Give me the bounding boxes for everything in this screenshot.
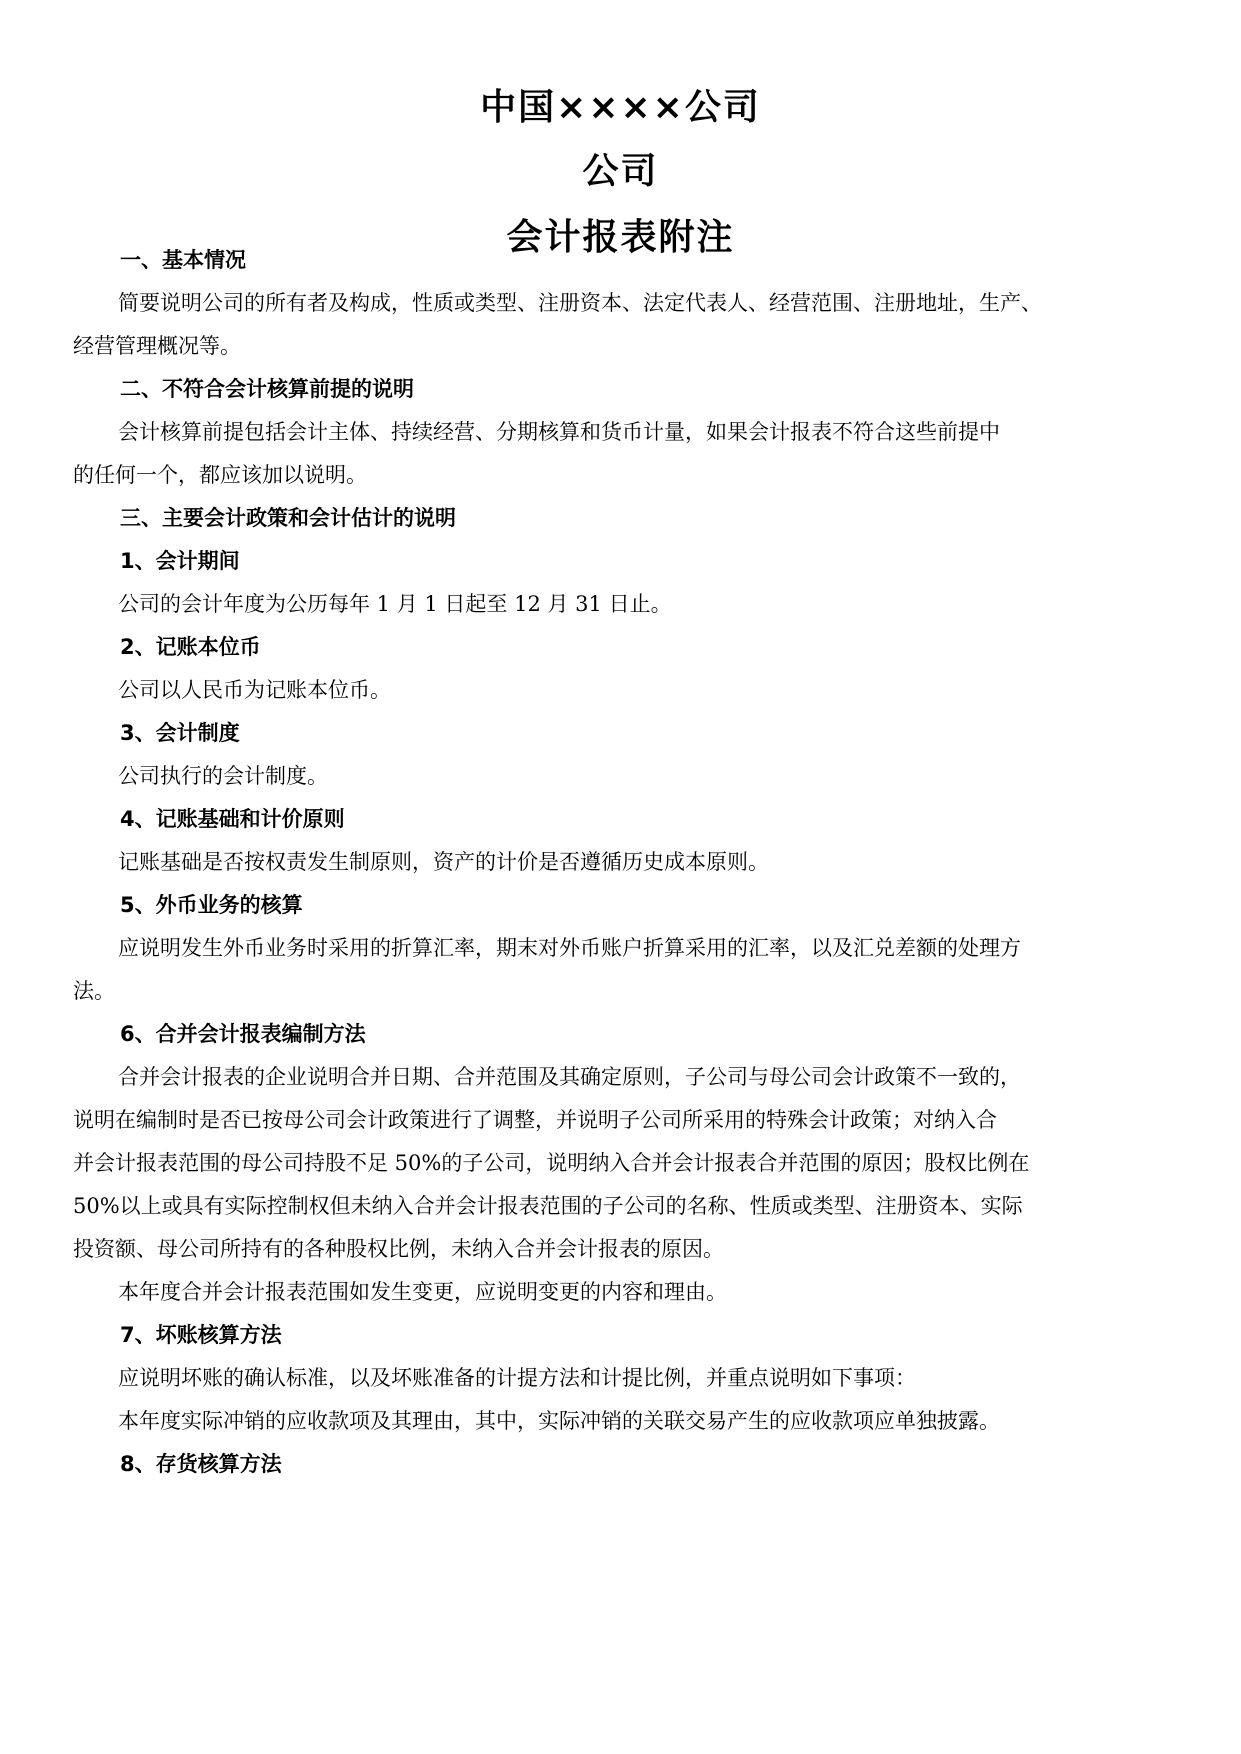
subsection-heading-consolidation: 6、合并会计报表编制方法 <box>120 1022 366 1046</box>
paragraph-line: 记账基础是否按权责发生制原则，资产的计价是否遵循历史成本原则。 <box>118 850 769 874</box>
document-title: 会计报表附注 <box>506 217 735 258</box>
paragraph-line: 经营管理概况等。 <box>73 334 241 358</box>
subsection-heading-bad-debt: 7、坏账核算方法 <box>120 1323 282 1347</box>
paragraph-line: 合并会计报表的企业说明合并日期、合并范围及其确定原则，子公司与母公司会计政策不一致的， <box>118 1065 1021 1089</box>
section-heading-premises: 二、不符合会计核算前提的说明 <box>120 377 414 401</box>
section-heading-basic-info: 一、基本情况 <box>120 248 246 272</box>
paragraph-line: 应说明坏账的确认标准，以及坏账准备的计提方法和计提比例，并重点说明如下事项： <box>118 1366 916 1390</box>
paragraph-line: 会计核算前提包括会计主体、持续经营、分期核算和货币计量，如果会计报表不符合这些前提中 <box>118 420 1000 444</box>
subsection-heading-foreign-currency: 5、外币业务的核算 <box>120 893 303 917</box>
subsection-heading-inventory: 8、存货核算方法 <box>120 1452 282 1476</box>
paragraph-line: 投资额、母公司所持有的各种股权比例，未纳入合并会计报表的原因。 <box>73 1237 724 1261</box>
paragraph-line: 本年度合并会计报表范围如发生变更，应说明变更的内容和理由。 <box>118 1280 727 1304</box>
paragraph-line: 的任何一个，都应该加以说明。 <box>73 463 367 487</box>
paragraph-line: 50%以上或具有实际控制权但未纳入合并会计报表范围的子公司的名称、性质或类型、注册资本、实际 <box>73 1194 1023 1218</box>
company-title: 中国××××公司 <box>480 87 761 128</box>
paragraph-line: 简要说明公司的所有者及构成，性质或类型、注册资本、法定代表人、经营范围、注册地址，生产、 <box>118 291 1042 315</box>
subsection-heading-currency: 2、记账本位币 <box>120 635 261 659</box>
paragraph-line: 说明在编制时是否已按母公司会计政策进行了调整，并说明子公司所采用的特殊会计政策；对纳入合 <box>73 1108 997 1132</box>
subsection-heading-period: 1、会计期间 <box>120 549 240 573</box>
paragraph-line: 并会计报表范围的母公司持股不足 50%的子公司，说明纳入合并会计报表合并范围的原因；股权比例在 <box>73 1151 1030 1175</box>
paragraph-line: 应说明发生外币业务时采用的折算汇率，期末对外币账户折算采用的汇率，以及汇兑差额的处理方 <box>118 936 1021 960</box>
paragraph-line: 本年度实际冲销的应收款项及其理由，其中，实际冲销的关联交易产生的应收款项应单独披露。 <box>118 1409 1000 1433</box>
section-heading-policies: 三、主要会计政策和会计估计的说明 <box>120 506 456 530</box>
company-subtitle: 公司 <box>582 151 659 192</box>
paragraph-line: 公司以人民币为记账本位币。 <box>118 678 391 702</box>
paragraph-line: 法。 <box>73 979 115 1003</box>
paragraph-line: 公司的会计年度为公历每年 1 月 1 日起至 12 月 31 日止。 <box>118 592 672 616</box>
subsection-heading-system: 3、会计制度 <box>120 721 240 745</box>
paragraph-line: 公司执行的会计制度。 <box>118 764 328 788</box>
subsection-heading-basis: 4、记账基础和计价原则 <box>120 807 345 831</box>
